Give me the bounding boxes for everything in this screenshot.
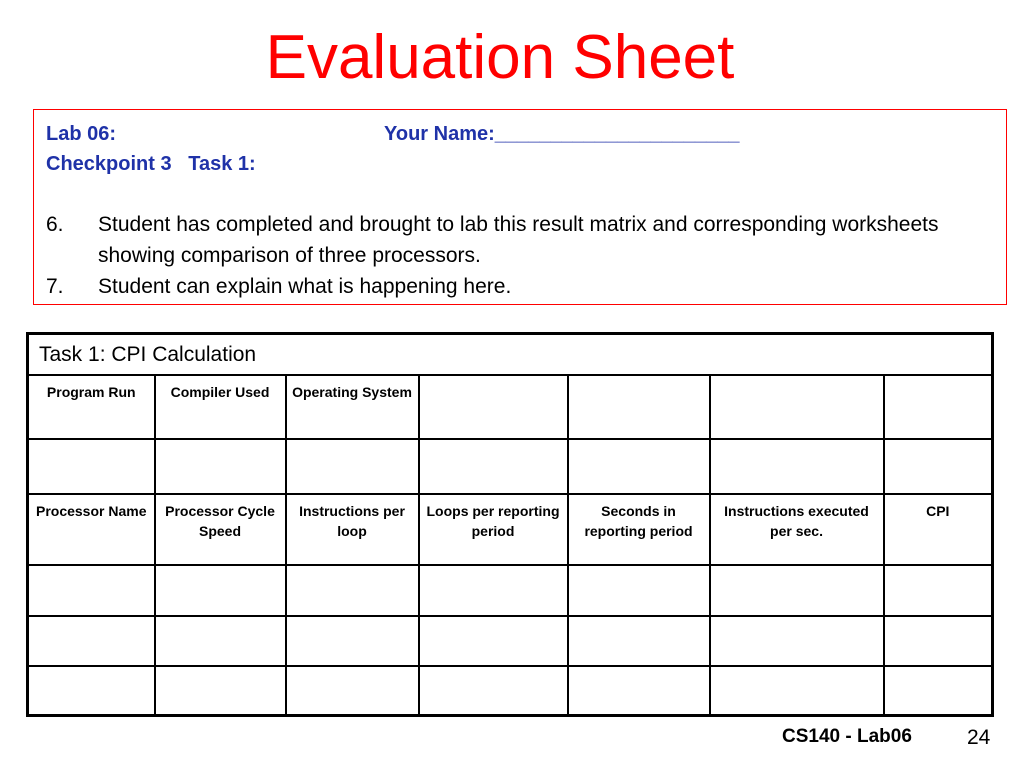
table-cell[interactable] — [568, 375, 710, 439]
table-cell[interactable] — [710, 565, 884, 616]
table-header-cell: Processor Cycle Speed — [155, 494, 286, 565]
checkpoint-label: Checkpoint 3 Task 1: — [46, 153, 256, 175]
course-footer: CS140 - Lab06 — [782, 726, 912, 747]
table-cell[interactable] — [710, 375, 884, 439]
table-cell[interactable] — [155, 666, 286, 716]
table-cell[interactable] — [884, 666, 993, 716]
table-row — [28, 616, 993, 666]
table-header-cell: Operating System — [286, 375, 419, 439]
table-cell[interactable] — [28, 666, 155, 716]
table-row — [28, 494, 993, 565]
table-cell[interactable] — [286, 565, 419, 616]
table-header-cell: Compiler Used — [155, 375, 286, 439]
item-text: Student can explain what is happening here. — [98, 275, 512, 298]
table-row — [28, 666, 993, 716]
table-cell[interactable] — [286, 439, 419, 494]
page-title: Evaluation Sheet — [265, 23, 735, 92]
table-cell[interactable] — [419, 565, 568, 616]
table-cell[interactable] — [155, 439, 286, 494]
table-cell[interactable] — [710, 616, 884, 666]
lab-label: Lab 06: — [46, 123, 117, 145]
table-caption-row — [28, 334, 993, 375]
table-header-cell: Instructions executed per sec. — [710, 494, 884, 565]
table-header-cell: Instructions per loop — [286, 494, 419, 565]
table-cell[interactable] — [568, 616, 710, 666]
table-cell[interactable] — [710, 439, 884, 494]
table-row — [28, 375, 993, 439]
cpi-table — [26, 332, 994, 717]
table-cell[interactable] — [155, 565, 286, 616]
table-cell[interactable] — [568, 439, 710, 494]
table-header-cell: Processor Name — [28, 494, 155, 565]
table-cell[interactable] — [710, 666, 884, 716]
table-cell[interactable] — [568, 565, 710, 616]
item-number: 6. — [46, 213, 64, 236]
checkpoint-box — [33, 109, 1007, 305]
table-header-cell: Loops per reporting period — [419, 494, 568, 565]
table-header-cell: Program Run — [28, 375, 155, 439]
table-cell[interactable] — [884, 439, 993, 494]
item-text: Student has completed and brought to lab this result matrix and corresponding worksheets showing comparison of three processors. — [98, 213, 939, 267]
table-cell[interactable] — [884, 565, 993, 616]
table-header-cell: CPI — [884, 494, 993, 565]
page-number: 24 — [967, 726, 991, 749]
table-cell[interactable] — [568, 666, 710, 716]
table-cell[interactable] — [884, 375, 993, 439]
table-cell[interactable] — [286, 666, 419, 716]
item-number: 7. — [46, 275, 64, 298]
table-row — [28, 565, 993, 616]
your-name-field: Your Name:______________________ — [384, 123, 740, 145]
table-cell[interactable] — [286, 616, 419, 666]
table-cell[interactable] — [419, 666, 568, 716]
table-cell[interactable] — [155, 616, 286, 666]
table-cell[interactable] — [884, 616, 993, 666]
table-cell[interactable] — [28, 616, 155, 666]
table-caption: Task 1: CPI Calculation — [28, 334, 993, 375]
table-row — [28, 439, 993, 494]
table-cell[interactable] — [419, 616, 568, 666]
table-cell[interactable] — [419, 375, 568, 439]
table-cell[interactable] — [28, 565, 155, 616]
table-cell[interactable] — [419, 439, 568, 494]
table-header-cell: Seconds in reporting period — [568, 494, 710, 565]
table-cell[interactable] — [28, 439, 155, 494]
